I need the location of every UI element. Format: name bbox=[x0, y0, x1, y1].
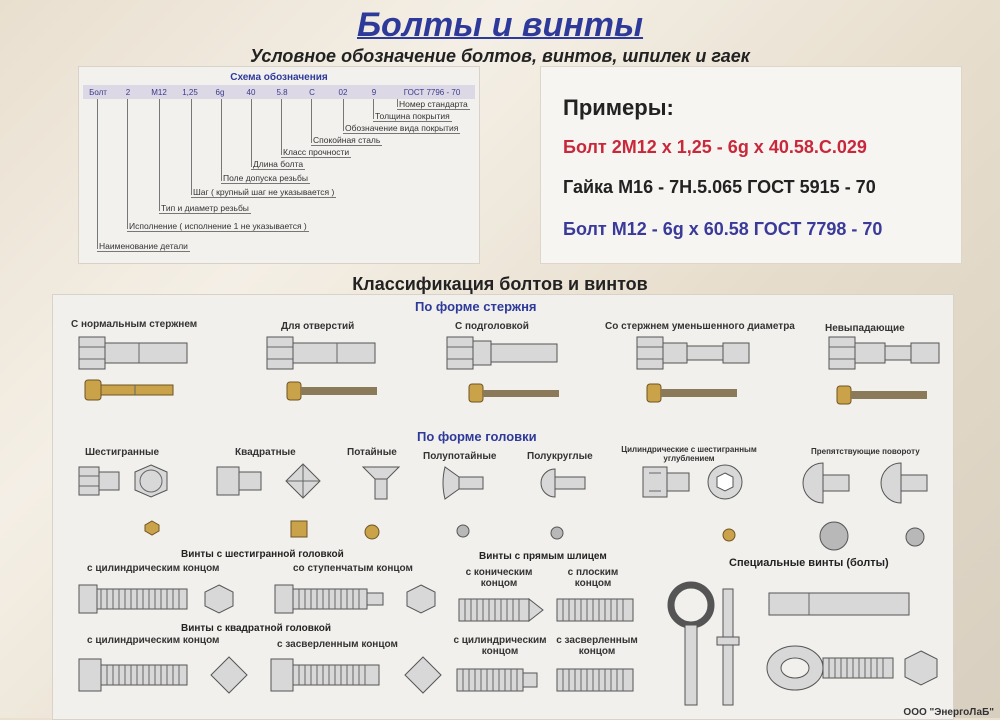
bolt-captive-photo bbox=[837, 385, 929, 405]
scheme-label-pitch: Шаг ( крупный шаг не указывается ) bbox=[193, 187, 335, 197]
scheme-label-part-name: Наименование детали bbox=[99, 241, 188, 251]
shank-captive-label: Невыпадающие bbox=[825, 323, 905, 334]
special-bolt-drawing bbox=[769, 589, 939, 619]
eye-screw-drawing bbox=[765, 641, 941, 695]
scheme-token: 02 bbox=[338, 87, 348, 97]
example-1: Болт 2M12 x 1,25 - 6g x 40.58.C.029 bbox=[563, 137, 867, 157]
head-square-drawing bbox=[217, 463, 327, 499]
shank-neck-label: С подголовкой bbox=[455, 321, 529, 332]
screws-hex-cylindrical-label: с цилиндрическим концом bbox=[87, 563, 220, 574]
screws-square-drilled-label: с засверленным концом bbox=[277, 639, 398, 650]
screws-hex-stepped-label: со ступенчатым концом bbox=[293, 563, 413, 574]
head-antirotation-drawing bbox=[801, 459, 941, 507]
scheme-title: Схема обозначения bbox=[230, 72, 328, 83]
screws-slot-cylindrical-label: с цилиндрическим концом bbox=[453, 635, 547, 657]
bolt-normal-drawing bbox=[79, 335, 199, 371]
head-square-label: Квадратные bbox=[235, 447, 296, 458]
scheme-label-steel: Спокойная сталь bbox=[313, 135, 381, 145]
special-title: Специальные винты (болты) bbox=[729, 557, 889, 569]
scheme-token: 6g bbox=[215, 87, 225, 97]
head-countersunk-label: Потайные bbox=[347, 447, 397, 458]
shank-normal-label: С нормальным стержнем bbox=[71, 319, 198, 330]
scheme-label-tolerance: Поле допуска резьбы bbox=[223, 173, 308, 183]
head-countersunk-photo bbox=[365, 525, 379, 539]
scheme-label-coating-type: Обозначение вида покрытия bbox=[345, 123, 459, 133]
example-3: Болт M12 - 6g x 60.58 ГОСТ 7798 - 70 bbox=[563, 219, 883, 239]
head-antirotation-photo-1 bbox=[819, 521, 849, 551]
screws-square-title: Винты с квадратной головкой bbox=[181, 623, 332, 634]
examples-heading: Примеры: bbox=[563, 95, 674, 120]
scheme-token: 2 bbox=[125, 87, 131, 97]
section-by-head: По форме головки bbox=[417, 429, 537, 444]
head-hex-label: Шестигранные bbox=[85, 447, 160, 458]
head-round-photo bbox=[551, 527, 563, 539]
head-antirotation-photo-2 bbox=[905, 527, 925, 547]
classification-title: Классификация болтов и винтов bbox=[352, 274, 648, 294]
screw-slot-conical-drawing bbox=[459, 597, 545, 623]
scheme-token: C bbox=[309, 87, 315, 97]
scheme-token: Болт bbox=[89, 87, 107, 97]
screws-slot-flat-label: с плоским концом bbox=[567, 567, 619, 589]
scheme-token-row bbox=[83, 85, 475, 99]
screws-slot-conical-label: с коническим концом bbox=[465, 567, 533, 589]
designation-scheme-panel bbox=[78, 66, 480, 264]
head-socket-photo bbox=[723, 529, 735, 541]
scheme-token: 1,25 bbox=[182, 87, 198, 97]
bolt-captive-drawing bbox=[829, 335, 949, 371]
screws-slot-title: Винты с прямым шлицем bbox=[479, 551, 607, 562]
screws-square-cylindrical-label: с цилиндрическим концом bbox=[87, 635, 220, 646]
head-hex-photo bbox=[145, 521, 159, 535]
shank-reduced-label: Со стержнем уменьшенного диаметра bbox=[605, 321, 795, 332]
head-antirotation-label: Препятствующие повороту bbox=[811, 447, 920, 456]
scheme-label-standard: Номер стандарта bbox=[399, 99, 468, 109]
scheme-token: 9 bbox=[371, 87, 377, 97]
section-by-shank: По форме стержня bbox=[415, 299, 537, 314]
bolt-holes-drawing bbox=[267, 335, 387, 371]
poster-subtitle: Условное обозначение болтов, винтов, шпилек и гаек bbox=[250, 46, 750, 66]
shank-holes-label: Для отверстий bbox=[281, 321, 355, 332]
classification-panel bbox=[52, 294, 954, 720]
footer-company: ООО "ЭнергоЛаБ" bbox=[903, 707, 994, 718]
head-raised-countersunk-drawing bbox=[439, 465, 485, 501]
poster-title: Болты и винты bbox=[356, 6, 644, 44]
scheme-token: M12 bbox=[151, 87, 167, 97]
bolt-neck-drawing bbox=[447, 335, 567, 371]
screws-slot-drilled-label: с засверленным концом bbox=[556, 635, 638, 657]
eye-bolt-drawing bbox=[667, 579, 747, 709]
screw-slot-drilled-drawing bbox=[557, 667, 637, 693]
scheme-token: 40 bbox=[246, 87, 256, 97]
bolt-reduced-drawing bbox=[637, 335, 757, 371]
head-raised-countersunk-label: Полупотайные bbox=[423, 451, 497, 462]
screw-hex-stepped-drawing bbox=[275, 581, 441, 617]
bolt-holes-photo bbox=[287, 381, 379, 401]
head-countersunk-drawing bbox=[361, 465, 401, 501]
scheme-label-version: Исполнение ( исполнение 1 не указывается ) bbox=[129, 221, 307, 231]
scheme-label-length: Длина болта bbox=[253, 159, 304, 169]
scheme-label-thread-type: Тип и диаметр резьбы bbox=[161, 203, 249, 213]
head-raised-photo bbox=[457, 525, 469, 537]
scheme-token: ГОСТ 7796 - 70 bbox=[403, 87, 461, 97]
head-square-photo bbox=[291, 521, 307, 537]
example-2: Гайка М16 - 7H.5.065 ГОСТ 5915 - 70 bbox=[563, 177, 876, 197]
head-socket-drawing bbox=[643, 463, 753, 503]
scheme-label-strength-class: Класс прочности bbox=[283, 147, 350, 157]
bolt-reduced-photo bbox=[647, 383, 739, 403]
scheme-label-coating-thickness: Толщина покрытия bbox=[375, 111, 450, 121]
head-round-drawing bbox=[537, 465, 587, 501]
screw-hex-cylindrical-drawing bbox=[79, 581, 239, 617]
head-round-label: Полукруглые bbox=[527, 451, 593, 462]
bolt-neck-photo bbox=[469, 383, 561, 403]
screw-slot-cylindrical-drawing bbox=[457, 667, 541, 693]
screw-square-drilled-drawing bbox=[271, 655, 451, 695]
head-hex-drawing bbox=[79, 463, 179, 499]
screws-hex-title: Винты с шестигранной головкой bbox=[181, 549, 344, 560]
examples-panel bbox=[540, 66, 962, 264]
head-socket-label: Цилиндрические с шестигранным углублением bbox=[621, 445, 757, 463]
scheme-token: 5.8 bbox=[276, 87, 288, 97]
screw-square-cylindrical-drawing bbox=[79, 655, 259, 695]
bolt-normal-photo bbox=[85, 379, 175, 401]
screw-slot-flat-drawing bbox=[557, 597, 637, 623]
